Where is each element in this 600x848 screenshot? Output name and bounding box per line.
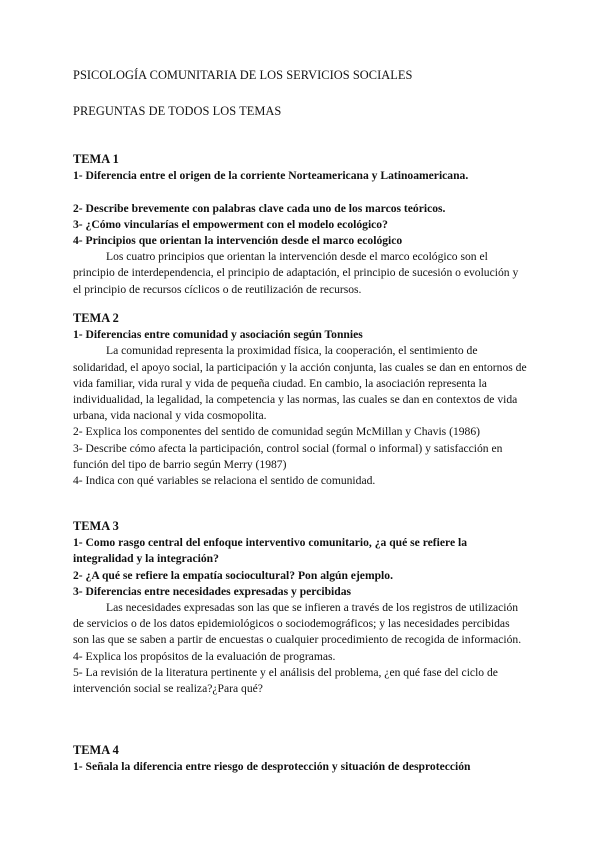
tema2-section — [73, 310, 528, 489]
tema2-answer-1: La comunidad representa la proximidad física, la cooperación, el sentimiento de solidaridad, el apoyo social, la participación y la acción conjunta, las cuales se dan en entornos de vida familiar, vida rural y vida de pequeña ciudad. En cambio, la asociación representa la individualidad, la legalidad, la competencia y las normas, las cuales se dan en contextos de vida urbana, vida nacional y vida cosmopolita. — [73, 344, 527, 423]
tema2-question-3: 3- Describe cómo afecta la participación, control social (formal o informal) y satisfacción en función del tipo de barrio según Merry (1987) — [73, 441, 503, 471]
tema3-section — [73, 518, 528, 697]
tema3-question-3: 3- Diferencias entre necesidades expresadas y percibidas — [73, 584, 352, 598]
tema2-question-1: 1- Diferencias entre comunidad y asociación según Tonnies — [73, 328, 363, 342]
tema1-question-1: 1- Diferencia entre el origen de la corriente Norteamericana y Latinoamericana. — [73, 169, 469, 183]
tema4-heading: TEMA 4 — [73, 743, 119, 757]
tema1-question-2: 2- Describe brevemente con palabras clave cada uno de los marcos teóricos. — [73, 201, 446, 215]
document-subtitle: PREGUNTAS DE TODOS LOS TEMAS — [73, 104, 282, 118]
tema4-section — [73, 742, 528, 775]
tema3-question-2: 2- ¿A qué se refiere la empatía sociocultural? Pon algún ejemplo. — [73, 568, 393, 582]
tema3-question-1: 1- Como rasgo central del enfoque interventivo comunitario, ¿a qué se refiere la integralidad y la integración? — [73, 536, 468, 566]
tema4-question-1: 1- Señala la diferencia entre riesgo de desprotección y situación de desprotección — [73, 760, 471, 774]
tema1-heading: TEMA 1 — [73, 152, 119, 166]
tema2-question-4: 4- Indica con qué variables se relaciona el sentido de comunidad. — [73, 474, 376, 488]
tema3-heading: TEMA 3 — [73, 519, 119, 533]
tema3-question-4: 4- Explica los propósitos de la evaluación de programas. — [73, 649, 336, 663]
tema1-question-3: 3- ¿Cómo vincularías el empowerment con el modelo ecológico? — [73, 217, 388, 231]
tema3-question-5: 5- La revisión de la literatura pertinente y el análisis del problema, ¿en qué fase del ciclo de intervención social se realiza?¿Para qué? — [73, 665, 498, 696]
tema1-question-4: 4- Principios que orientan la intervención desde el marco ecológico — [73, 234, 403, 247]
tema1-answer-4: Los cuatro principios que orientan la intervención desde el marco ecológico son el principio de interdependencia, el principio de adaptación, el principio de sucesión o evolución y el principio de recursos cíclicos o de reutilización de recursos. — [73, 250, 519, 296]
tema2-question-2: 2- Explica los componentes del sentido de comunidad según McMillan y Chavis (1986) — [73, 425, 480, 439]
tema2-heading: TEMA 2 — [73, 311, 119, 325]
tema3-answer-3: Las necesidades expresadas son las que se infieren a través de los registros de utilización de servicios o de los datos epidemiológicos o sociodemográficos; y las necesidades percibidas son las que se saben a partir de encuestas o cualquier procedimiento de recogida de información. — [73, 601, 522, 647]
document-title: PSICOLOGÍA COMUNITARIA DE LOS SERVICIOS SOCIALES — [73, 68, 413, 82]
tema1-section — [73, 151, 528, 298]
